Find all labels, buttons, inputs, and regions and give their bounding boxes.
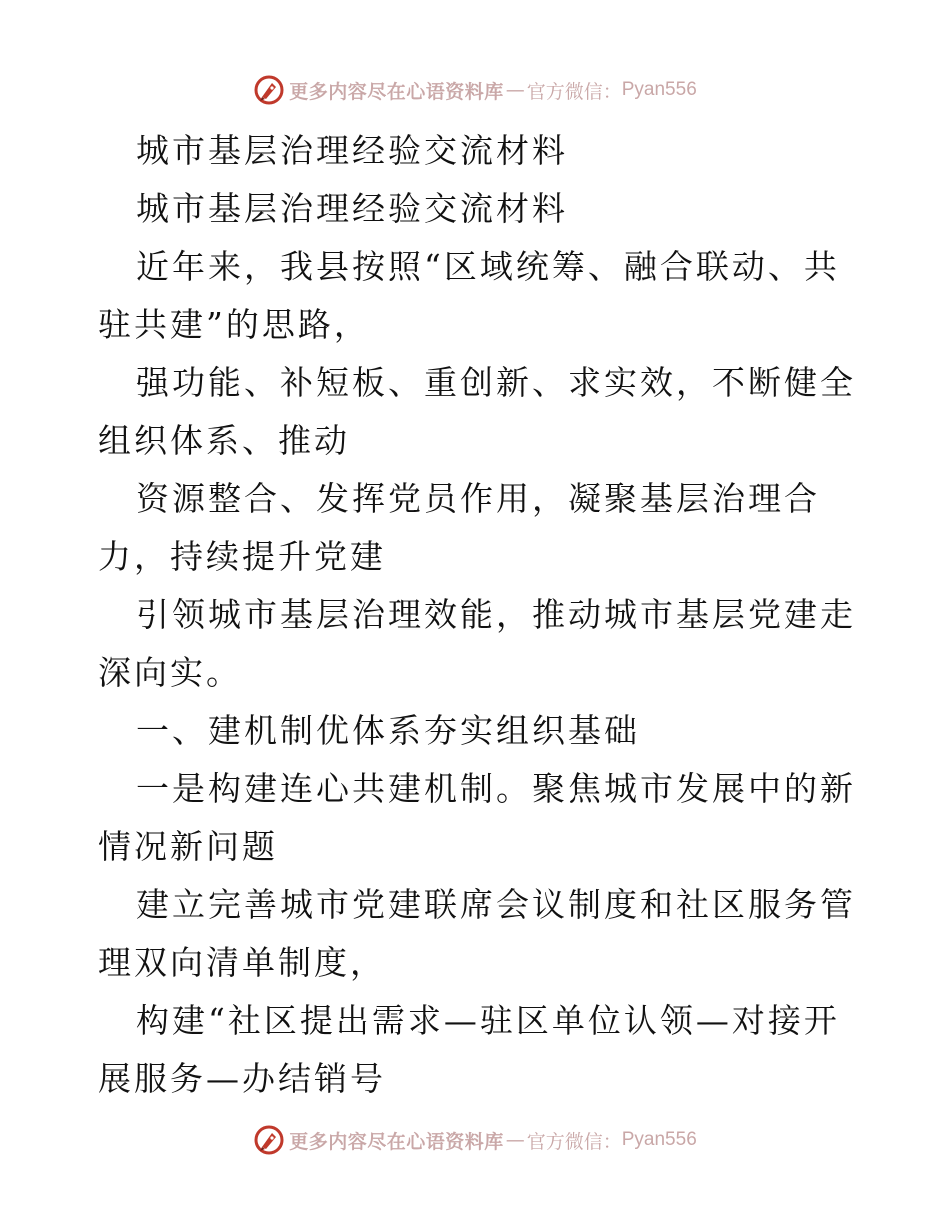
document-body (98, 122, 858, 1108)
pen-nib-logo-icon (253, 74, 285, 106)
document-paragraph: 构建“社区提出需求—驻区单位认领—对接开展服务—办结销号 (98, 1001, 840, 1098)
document-paragraph: 一是构建连心共建机制。聚焦城市发展中的新情况新问题 (98, 769, 856, 866)
document-paragraph: 引领城市基层治理效能，推动城市基层党建走深向实。 (98, 595, 856, 692)
document-paragraph: 近年来，我县按照“区域统筹、融合联动、共驻共建”的思路， (98, 247, 840, 344)
header-watermark-banner (0, 70, 950, 110)
watermark-dash: — (505, 79, 525, 101)
watermark-wechat-label: 官方微信： (526, 80, 622, 103)
document-title: 城市基层治理经验交流材料 (136, 131, 568, 170)
watermark-wechat-label: 官方微信： (526, 1130, 622, 1153)
document-paragraph: 建立完善城市党建联席会议制度和社区服务管理双向清单制度， (98, 885, 856, 982)
footer-watermark-banner (0, 1120, 950, 1160)
watermark-wechat-id: Pyan556 (621, 1129, 697, 1150)
document-title-repeat: 城市基层治理经验交流材料 (136, 189, 568, 228)
pen-nib-logo-icon (253, 1124, 285, 1156)
document-paragraph: 资源整合、发挥党员作用，凝聚基层治理合力，持续提升党建 (98, 479, 820, 576)
watermark-site-text: 更多内容尽在心语资料库 (289, 1130, 504, 1153)
section-heading: 一、建机制优体系夯实组织基础 (136, 711, 640, 750)
document-paragraph: 强功能、补短板、重创新、求实效，不断健全组织体系、推动 (98, 363, 856, 460)
watermark-wechat-id: Pyan556 (621, 79, 697, 100)
watermark-site-text: 更多内容尽在心语资料库 (289, 80, 504, 103)
watermark-dash: — (505, 1129, 525, 1151)
